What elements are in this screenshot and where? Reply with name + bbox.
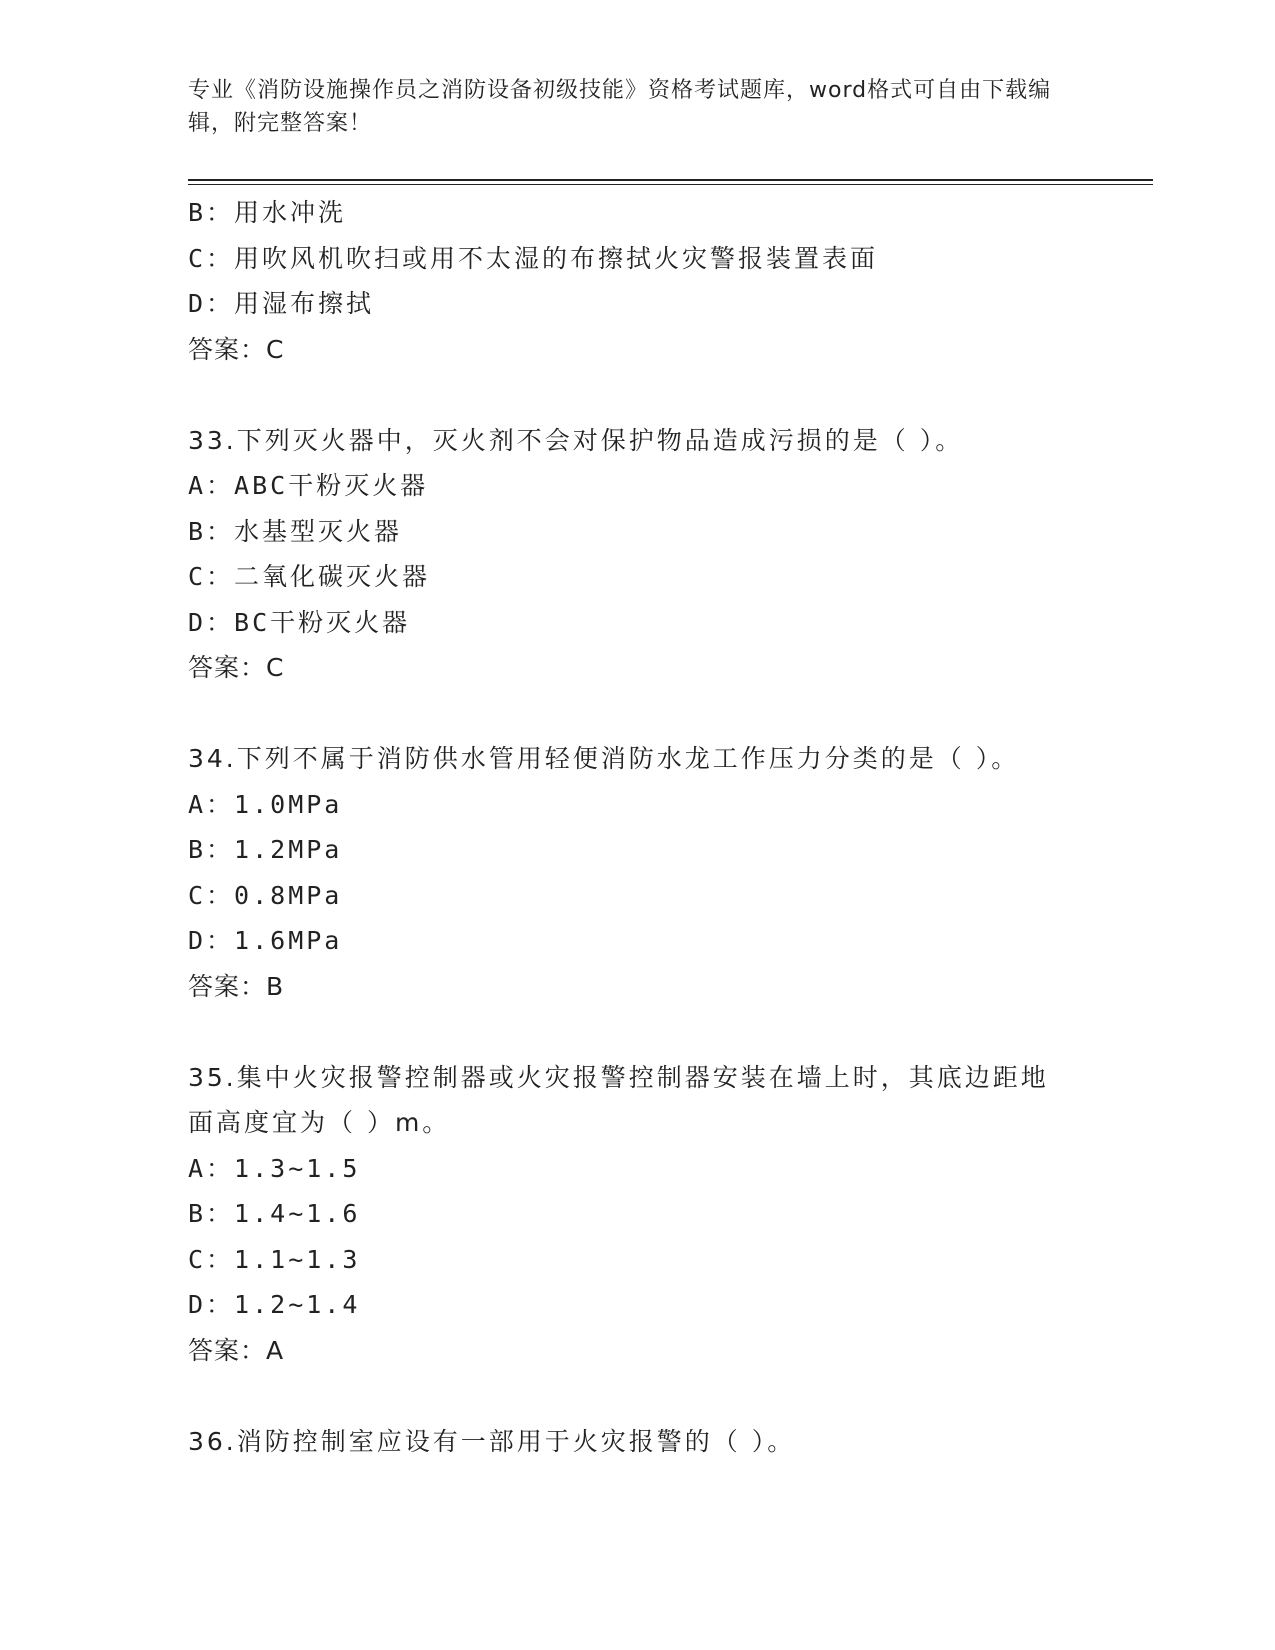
q35-stem-line1: 35.集中火灾报警控制器或火灾报警控制器安装在墙上时，其底边距地: [188, 1062, 1049, 1092]
q35-option-c: C：1.1~1.3: [188, 1244, 361, 1274]
q33-stem: 33.下列灭火器中，灭火剂不会对保护物品造成污损的是（ ）。: [188, 425, 964, 455]
header-rule-thick: [188, 179, 1153, 181]
spacer: [188, 1009, 1088, 1055]
q33-option-d: D：BC干粉灭火器: [188, 607, 411, 637]
q35-option-a: A：1.3~1.5: [188, 1153, 361, 1183]
q32-option-c: C：用吹风机吹扫或用不太湿的布擦拭火灾警报装置表面: [188, 243, 879, 273]
q34-option-a: A：1.0MPa: [188, 789, 343, 819]
q33-option-b: B：水基型灭火器: [188, 516, 403, 546]
spacer: [188, 691, 1088, 737]
q32-option-d: D：用湿布擦拭: [188, 289, 375, 318]
spacer: [188, 372, 1088, 418]
q36-stem: 36.消防控制室应设有一部用于火灾报警的（ ）。: [188, 1426, 796, 1456]
q34-answer: 答案：B: [188, 971, 285, 1001]
q33-option-c: C：二氧化碳灭火器: [188, 562, 431, 591]
document-header: [188, 74, 1068, 140]
spacer: [188, 1373, 1088, 1419]
q34-option-d: D：1.6MPa: [188, 926, 343, 955]
q32-option-b: B：用水冲洗: [188, 198, 347, 227]
q35-stem-line2: 面高度宜为（ ）m。: [188, 1108, 451, 1137]
q34-stem: 34.下列不属于消防供水管用轻便消防水龙工作压力分类的是（ ）。: [188, 744, 1020, 773]
q34-option-c: C：0.8MPa: [188, 880, 343, 910]
q35-option-d: D：1.2~1.4: [188, 1290, 361, 1319]
q33-option-a: A：ABC干粉灭火器: [188, 471, 429, 500]
q35-answer: 答案：A: [188, 1335, 285, 1365]
q34-option-b: B：1.2MPa: [188, 835, 343, 864]
question-list: [188, 190, 1088, 1464]
q35-option-b: B：1.4~1.6: [188, 1199, 361, 1228]
header-text: 专业《消防设施操作员之消防设备初级技能》资格考试题库，word格式可自由下载编辑，附完整答案！: [188, 78, 1052, 136]
q33-answer: 答案：C: [188, 653, 285, 682]
q32-answer: 答案：C: [188, 334, 285, 364]
header-rule-thin: [188, 184, 1153, 185]
